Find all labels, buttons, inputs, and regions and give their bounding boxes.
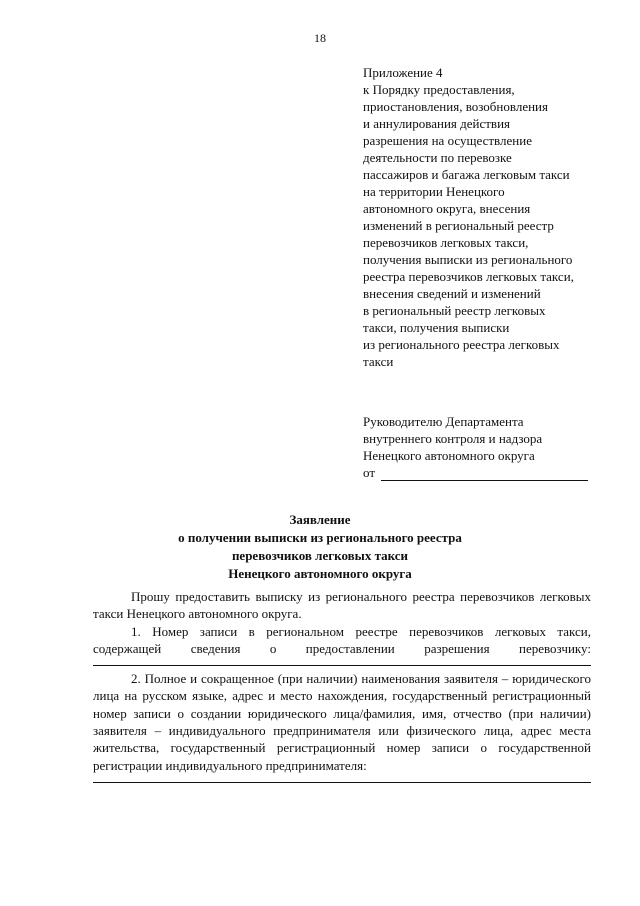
statement-title: [0, 511, 640, 583]
addressee-block: [363, 413, 623, 481]
title-line: перевозчиков легковых такси: [231, 548, 409, 563]
appendix-line: в региональный реестр легковых: [363, 303, 546, 318]
appendix-line: приостановления, возобновления: [363, 99, 548, 114]
appendix-line: изменений в региональный реестр: [363, 218, 554, 233]
appendix-line: внесения сведений и изменений: [363, 286, 541, 301]
title-line: Заявление: [289, 512, 351, 527]
appendix-line: перевозчиков легковых такси,: [363, 235, 529, 250]
item-1-blank-line[interactable]: [93, 657, 591, 666]
from-blank-line[interactable]: [381, 468, 588, 481]
appendix-line: такси, получения выписки: [363, 320, 510, 335]
appendix-line: к Порядку предоставления,: [363, 82, 515, 97]
addressee-line: Ненецкого автономного округа: [363, 448, 535, 463]
from-field: [363, 464, 623, 481]
item-1-paragraph: 1. Номер записи в региональном реестре перевозчиков легковых такси, содержащей сведения о предоставлении разрешения перевозчику:: [93, 623, 591, 656]
appendix-line: реестра перевозчиков легковых такси,: [363, 269, 574, 284]
addressee-line: Руководителю Департамента: [363, 414, 524, 429]
appendix-line: автономного округа, внесения: [363, 201, 531, 216]
page-number: 18: [314, 31, 326, 45]
title-line: о получении выписки из регионального реестра: [178, 530, 462, 545]
item-2-paragraph: 2. Полное и сокращенное (при наличии) наименования заявителя – юридического лица на русском языке, адрес и место нахождения, государственный регистрационный номер записи о создании юридического лица/фамилия, имя, отчество (при наличии) заявителя – индивидуального предпринимателя или физического лица, адрес места жительства, государственный регистрационный номер записи о государственной регистрации индивидуального предпринимателя:: [93, 671, 591, 773]
appendix-line: разрешения на осуществление: [363, 133, 532, 148]
appendix-line: получения выписки из регионального: [363, 252, 573, 267]
intro-paragraph: Прошу предоставить выписку из регионального реестра перевозчиков легковых такси Ненецкого автономного округа.: [93, 589, 591, 622]
appendix-line: из регионального реестра легковых: [363, 337, 560, 352]
appendix-line: такси: [363, 354, 394, 369]
appendix-line: Приложение 4: [363, 65, 443, 80]
appendix-line: и аннулирования действия: [363, 116, 511, 131]
item-2-blank-line[interactable]: [93, 774, 591, 783]
from-label: от: [363, 465, 376, 480]
appendix-block: [363, 64, 623, 370]
appendix-line: деятельности по перевозке: [363, 150, 512, 165]
addressee-line: внутреннего контроля и надзора: [363, 431, 543, 446]
appendix-line: на территории Ненецкого: [363, 184, 505, 199]
appendix-line: пассажиров и багажа легковым такси: [363, 167, 570, 182]
title-line: Ненецкого автономного округа: [228, 566, 412, 581]
statement-body: [93, 588, 591, 787]
